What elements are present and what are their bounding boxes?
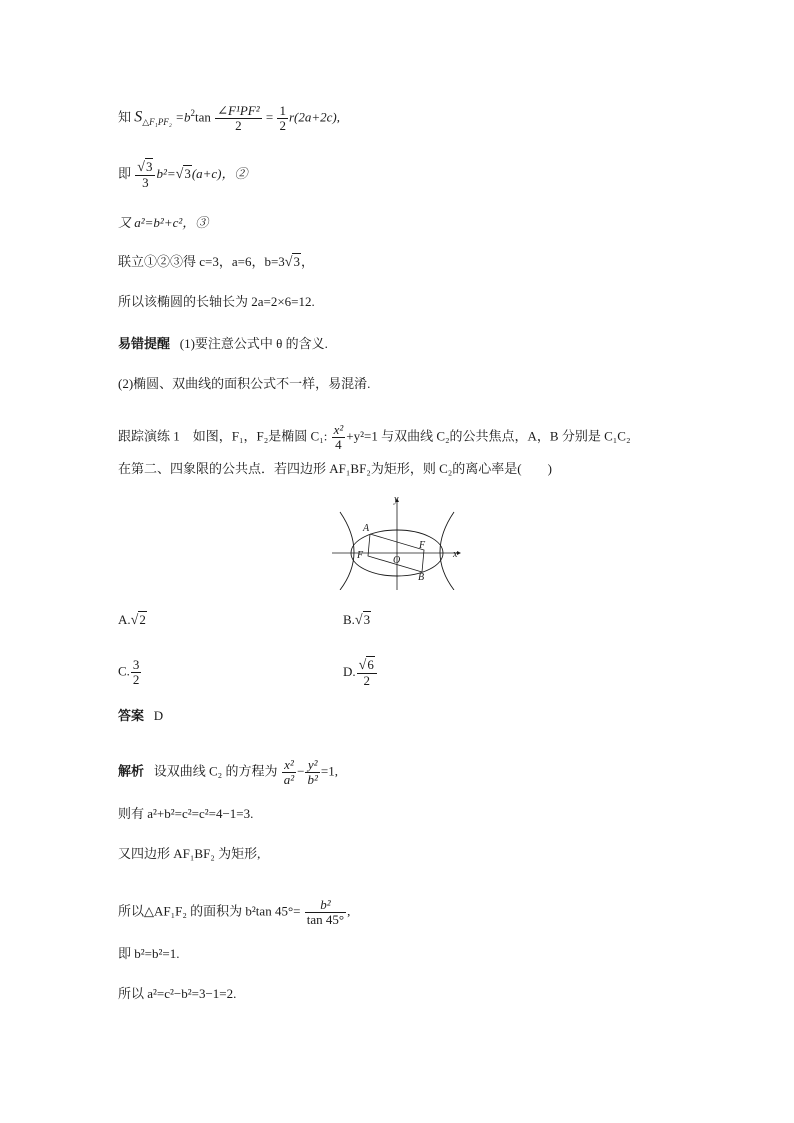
numerator: y² [305,758,319,773]
text: +y²=1 与双曲线 C₂的公共焦点，A，B 分别是 C₁C₂ [346,428,631,444]
denominator: 4 [335,437,342,452]
option-label: D. [343,663,356,679]
hyperbola-left-branch [340,512,354,590]
denominator: b² [307,772,318,787]
sqrt: √3 [284,254,300,270]
answer-line [118,708,163,724]
text: − [297,763,305,779]
text: (1)要注意公式中 θ 的含义. [179,336,328,351]
label-b: B [418,572,425,583]
line-3 [118,215,208,231]
line-5 [118,294,315,310]
numerator: x² [333,422,344,437]
text: 联立①②③得 c=3，a=6，b=3 [118,254,285,269]
numerator: b² [305,898,346,913]
area-symbol: S [134,108,143,126]
option-label: C. [118,663,130,679]
fraction [357,658,377,688]
solution-line-5 [118,946,179,962]
hyperbola-right-branch [440,512,454,590]
answer-label: 答案 [118,708,145,723]
numerator: 3 [132,657,140,672]
text: b²= [156,165,176,181]
radicand: 3 [293,254,300,269]
label-x: x [453,549,458,560]
denominator: a² [283,772,295,787]
solution-label: 解析 [118,763,145,779]
text: 知 [118,109,132,125]
text: 即 [118,165,132,181]
text: (a+c)，② [191,165,248,181]
sqrt: √3 [354,612,371,628]
solution-line-1 [118,758,338,787]
denominator: 2 [235,118,242,133]
fraction [131,658,142,687]
numerator: x² [282,758,296,773]
text: 所以 a²=c²−b²=3−1=2. [118,986,237,1001]
line-9 [118,461,552,477]
radicand: 3 [363,612,371,627]
text: 即 b²=b²=1. [118,946,180,961]
fraction [305,758,319,787]
denominator: 2 [279,118,286,133]
numerator: 1 [279,103,286,118]
ellipse-hyperbola-figure [330,490,465,590]
fraction [305,898,346,927]
text: 在第二、四象限的公共点．若四边形 AF₁BF₂为矩形，则 C₂的离心率是( ) [118,461,552,476]
answer-value: D [153,708,164,723]
text: 又 a²=b²+c²，③ [118,215,209,230]
line-7 [118,376,370,392]
solution-line-6 [118,986,236,1002]
numerator: ∠F¹PF² [217,103,260,118]
option-label: B. [343,612,355,627]
x2-over-4 [332,423,346,452]
line-6 [118,336,328,352]
denominator: 2 [132,672,140,687]
text: 跟踪演练 1 如图，F₁，F₂是椭圆 C₁: [118,428,328,444]
numerator: √6 [357,658,377,674]
tip-label: 易错提醒 [118,336,171,351]
line-4 [118,254,314,271]
half-fraction [277,104,288,133]
fraction [282,758,296,787]
label-f2: F [419,540,426,551]
option-label: A. [118,612,131,627]
label-a: A [363,523,370,534]
text: =1, [320,763,338,779]
angle-fraction [215,104,262,133]
radicand: 3 [145,159,153,174]
denominator: tan 45° [306,912,345,927]
text: = [265,109,274,125]
text: 所以该椭圆的长轴长为 2a=2×6=12. [118,294,315,309]
x-arrow [457,551,461,555]
denominator: 2 [363,673,370,688]
option-a [118,612,147,629]
text: (2)椭圆、双曲线的面积公式不一样，易混淆. [118,376,371,391]
denominator: 3 [142,175,149,190]
text: ， [300,254,314,269]
text: tan [194,109,211,125]
label-f1: F [357,550,364,561]
option-b [343,612,371,629]
sqrt3-over-3 [135,160,155,190]
area-sub: △F₁PF₂ [142,117,172,128]
solution-line-2 [118,806,253,822]
option-d [343,658,378,688]
text: =b [175,109,191,125]
sqrt: √2 [130,612,146,628]
text: 又四边形 AF₁BF₂ 为矩形, [118,846,261,861]
line-2 [118,160,248,190]
line-1: 知 $S_{\triangle F_1PF_2} =b^2\tan$ $\frac{\text{∠F¹PF²}}{2}$ = $\frac{1}{2}$ r(2a+2c), [118,103,340,133]
solution-line-4 [118,898,350,927]
radicand: 3 [184,165,191,181]
radicand: 2 [139,612,146,627]
text: 设双曲线 C₂ 的方程为 [153,763,278,779]
text: 所以△AF₁F₂ 的面积为 b²tan 45°= [118,903,301,919]
radicand: 6 [367,657,374,672]
line-8 [118,423,631,452]
text: , [347,903,351,919]
sqrt: √3 [175,165,191,182]
solution-line-3 [118,846,260,862]
option-c [118,658,142,687]
label-y: y [394,494,399,505]
numerator: √3 [135,160,155,176]
label-o: O [393,555,401,566]
text: 则有 a²+b²=c²=c²=4−1=3. [118,806,254,821]
text: r(2a+2c), [288,109,340,125]
